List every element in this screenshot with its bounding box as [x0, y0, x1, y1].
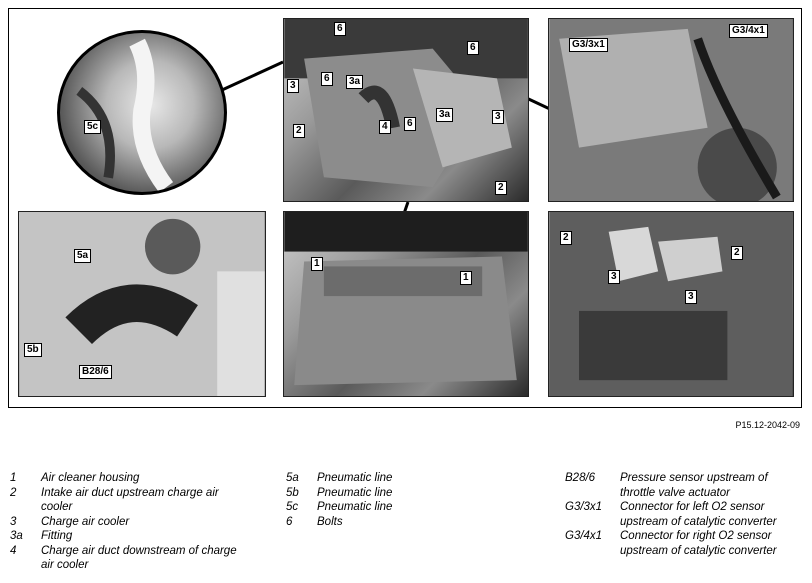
legend-item: 3a Fitting: [10, 530, 73, 542]
legend-item: 5a Pneumatic line: [286, 472, 393, 484]
callout-2: 2: [560, 231, 572, 245]
figure-reference: P15.12-2042-09: [735, 420, 800, 430]
callout-2: 2: [293, 124, 305, 138]
legend-item: B28/6 Pressure sensor upstream of throttle valve actuator: [565, 472, 768, 499]
legend-item: G3/4x1 Connector for right O2 sensor upstream of catalytic converter: [565, 530, 777, 557]
callout-5b: 5b: [24, 343, 42, 357]
legend-item: 5b Pneumatic line: [286, 486, 393, 499]
engine-photo-mid-right: [548, 211, 794, 397]
callout-1: 1: [311, 257, 323, 271]
legend-column-1: [10, 471, 260, 573]
legend-item: G3/3x1 Connector for left O2 sensor upstream of catalytic converter: [565, 501, 777, 528]
callout-1: 1: [460, 271, 472, 285]
legend-column-3: [565, 471, 805, 558]
legend-item: 5c Pneumatic line: [286, 501, 393, 513]
engine-photo-top-right: [548, 18, 794, 202]
callout-6: 6: [404, 117, 416, 131]
callout-b28-6: B28/6: [79, 365, 112, 379]
callout-6: 6: [321, 72, 333, 86]
callout-6: 6: [467, 41, 479, 55]
callout-6: 6: [334, 22, 346, 36]
callout-g3-4x1: G3/4x1: [729, 24, 768, 38]
legend-item: 4 Charge air duct downstream of charge air cooler: [10, 544, 237, 571]
callout-g3-3x1: G3/3x1: [569, 38, 608, 52]
callout-2: 2: [731, 246, 743, 260]
legend-item: 2 Intake air duct upstream charge air cooler: [10, 486, 219, 513]
callout-4: 4: [379, 120, 391, 134]
legend-item: 6 Bolts: [286, 515, 343, 528]
callout-3a: 3a: [346, 75, 363, 89]
callout-3: 3: [685, 290, 697, 304]
callout-3: 3: [287, 79, 299, 93]
callout-3: 3: [492, 110, 504, 124]
detail-circle-photo: [57, 30, 227, 195]
legend-column-2: [286, 471, 516, 529]
callout-3a: 3a: [436, 108, 453, 122]
engine-photo-mid-center: [283, 211, 529, 397]
callout-3: 3: [608, 270, 620, 284]
engine-photo-top-center: [283, 18, 529, 202]
engine-photo-mid-left: [18, 211, 266, 397]
legend-item: 3 Charge air cooler: [10, 515, 130, 528]
legend-item: 1 Air cleaner housing: [10, 472, 140, 484]
callout-5a: 5a: [74, 249, 91, 263]
callout-5c: 5c: [84, 120, 101, 134]
callout-2: 2: [495, 181, 507, 195]
